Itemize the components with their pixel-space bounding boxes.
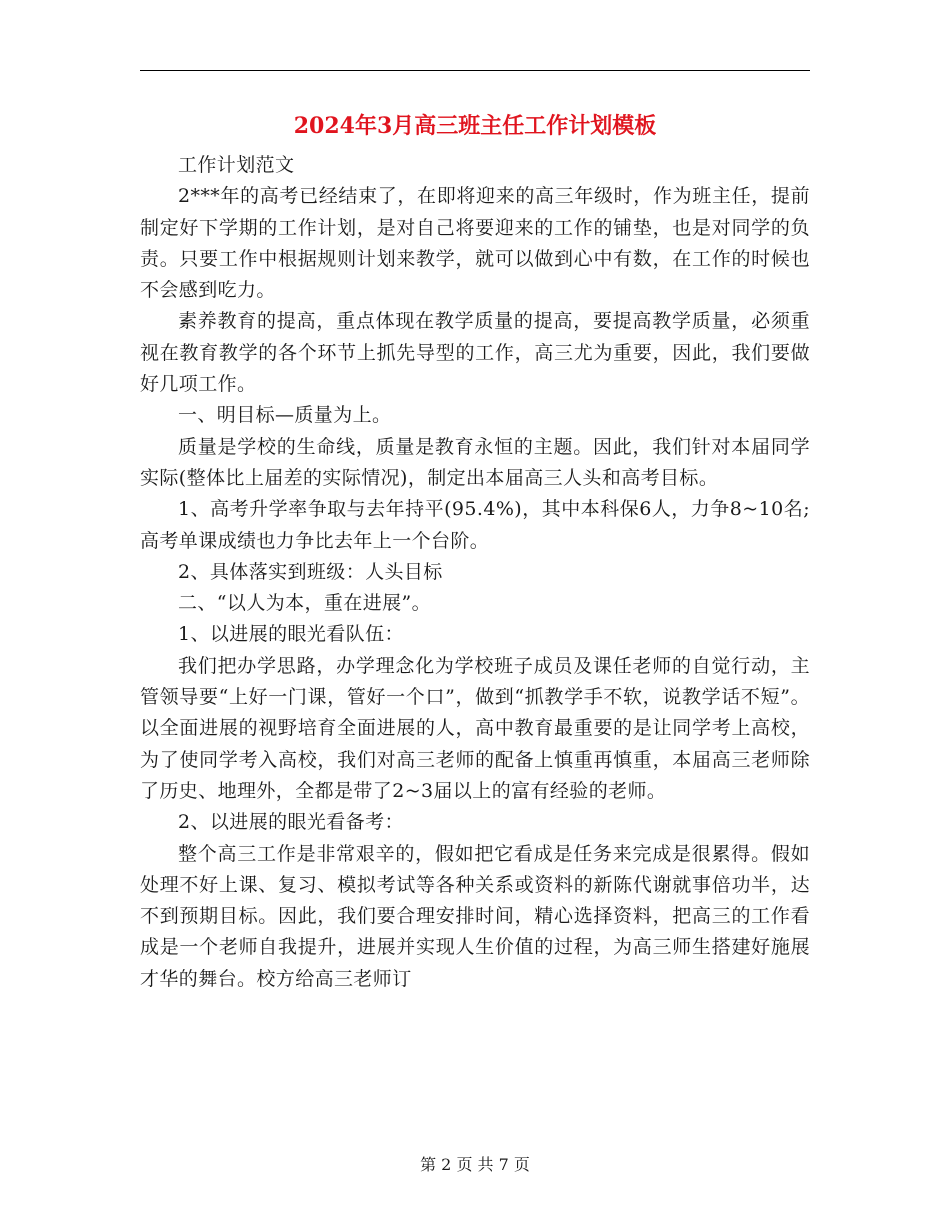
paragraph: 我们把办学思路，办学理念化为学校班子成员及课任老师的自觉行动，主管领导要“上好一门课，管好一个口”，做到“抓教学手不软，说教学话不短”。以全面进展的视野培育全面进展的人，高中教育最重要的是让同学考上高校，为了使同学考入高校，我们对高三老师的配备上慎重再慎重，本届高三老师除了历史、地理外，全都是带了2~3届以上的富有经验的老师。 bbox=[140, 654, 810, 802]
document-title: 2024年3月高三班主任工作计划模板 bbox=[293, 113, 657, 139]
paragraph: 工作计划范文 bbox=[178, 154, 295, 176]
header-rule bbox=[140, 70, 810, 71]
section-heading: 一、明目标—质量为上。 bbox=[178, 404, 392, 427]
section-heading: 二、“以人为本，重在进展”。 bbox=[178, 592, 432, 615]
page-number: 第 2 页 共 7 页 bbox=[420, 1155, 530, 1174]
paragraph: 质量是学校的生命线，质量是教育永恒的主题。因此，我们针对本届同学实际(整体比上届差的实际情况)，制定出本届高三人头和高考目标。 bbox=[140, 435, 810, 489]
paragraph: 素养教育的提高，重点体现在教学质量的提高，要提高教学质量，必须重视在教育教学的各个环节上抓先导型的工作，高三尤为重要，因此，我们要做好几项工作。 bbox=[140, 310, 810, 396]
paragraph: 整个高三工作是非常艰辛的，假如把它看成是任务来完成是很累得。假如处理不好上课、复习、模拟考试等各种关系或资料的新陈代谢就事倍功半，达不到预期目标。因此，我们要合理安排时间，精心选择资料，把高三的工作看成是一个老师自我提升，进展并实现人生价值的过程，为高三师生搭建好施展才华的舞台。校方给高三老师订 bbox=[140, 842, 810, 990]
subsection-heading: 1、以进展的眼光看队伍： bbox=[178, 623, 404, 646]
list-item: 1、高考升学率争取与去年持平(95.4%)，其中本科保6人，力争8~10名;高考单课成绩也力争比去年上一个台阶。 bbox=[140, 498, 810, 552]
subsection-heading: 2、以进展的眼光看备考： bbox=[178, 811, 404, 834]
document-body bbox=[140, 150, 810, 995]
list-item: 2、具体落实到班级：人头目标 bbox=[178, 560, 443, 583]
paragraph: 2***年的高考已经结束了，在即将迎来的高三年级时，作为班主任，提前制定好下学期的工作计划，是对自己将要迎来的工作的铺垫，也是对同学的负责。只要工作中根据规则计划来教学，就可以做到心中有数，在工作的时候也不会感到吃力。 bbox=[140, 185, 810, 302]
